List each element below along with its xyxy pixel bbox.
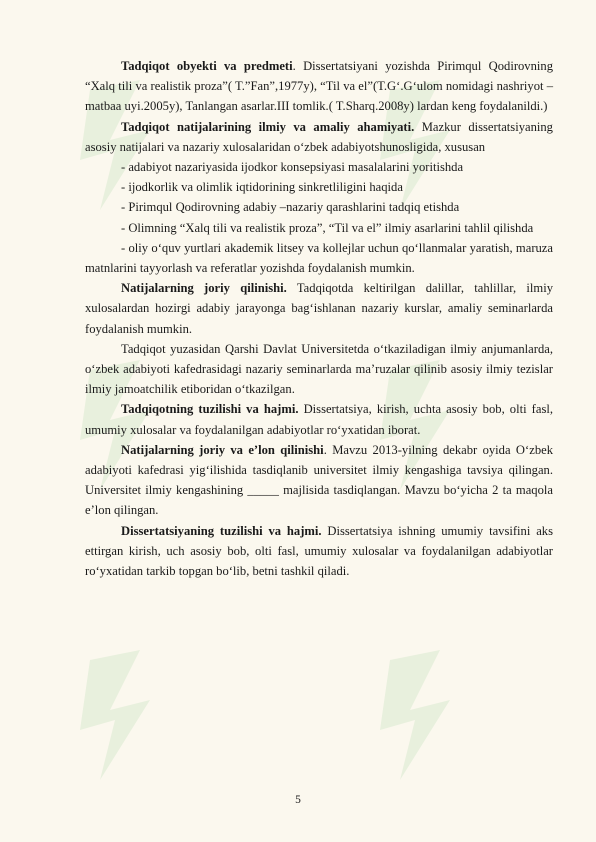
list-item (85, 177, 553, 197)
list-item-text: - Pirimqul Qodirovning adabiy –nazariy qarashlarini tadqiq etishda (121, 200, 460, 215)
list-item (85, 197, 553, 217)
paragraph-text: Mazkur dissertatsiyaning asosiy natijalari va nazariy xulosalaridan o‘zbek adabiyotshunosligida, xususan (85, 119, 553, 154)
paragraph-object-subject (85, 56, 553, 117)
paragraph-heading: Tadqiqotning tuzilishi va hajmi. (121, 402, 299, 417)
paragraph-text: . Dissertatsiyani yozishda Pirimqul Qodirovning “Xalq tili va realistik proza”( T.”Fan”,1977y), “Til va el”(T.G‘.G‘ulom nomidagi nashriyot –matbaa uyi.2005y), Tanlangan asarlar.III tomlik.( T.Sharq.2008y) lardan keng foydalanildi.) (85, 59, 553, 114)
paragraph-structure (85, 399, 553, 439)
list-item (85, 238, 553, 278)
watermark-logo-icon (370, 640, 490, 790)
paragraph-heading: Tadqiqot natijalarining ilmiy va amaliy ahamiyati. (121, 119, 415, 134)
paragraph-heading: Dissertatsiyaning tuzilishi va hajmi. (121, 523, 322, 538)
list-item (85, 218, 553, 238)
list-item-text: - ijodkorlik va olimlik iqtidorining sinkretliligini haqida (121, 180, 403, 195)
paragraph-text: Dissertatsiya, kirish, uchta asosiy bob, olti fasl, umumiy xulosalar va foydalanilgan adabiyotlar ro‘yxatidan iborat. (85, 402, 553, 437)
paragraph-heading: Tadqiqot obyekti va predmeti (121, 59, 293, 73)
list-item-text: - adabiyot nazariyasida ijodkor konsepsiyasi masalalarini yoritishda (121, 160, 464, 175)
page-number: 5 (295, 794, 301, 806)
paragraph-publication (85, 440, 553, 521)
list-item-text: - oliy o‘quv yurtlari akademik litsey va kollejlar uchun qo‘llanmalar yaratish, maruza matnlarini tayyorlash va referatlar yozishda foydalanish mumkin. (85, 240, 553, 276)
paragraph-conferences (85, 339, 553, 400)
paragraph-heading: Natijalarning joriy qilinishi. (121, 281, 287, 296)
paragraph-implementation (85, 278, 553, 339)
paragraph-text: Tadqiqot yuzasidan Qarshi Davlat Universitetda o‘tkaziladigan ilmiy anjumanlarda, o‘zbek adabiyoti kafedrasidagi nazariy seminarlarda ma’ruzalar qilinib asosiy ilmiy tezislar ilmiy jamoatchilik etiboridan o‘tkazilgan. (85, 341, 553, 397)
paragraph-dissertation-structure (85, 521, 553, 582)
watermark-logo-icon (70, 640, 190, 790)
document-body (85, 56, 553, 581)
paragraph-heading: Natijalarning joriy va e’lon qilinishi (121, 442, 324, 457)
paragraph-significance (85, 117, 553, 157)
paragraph-text: Dissertatsiya ishning umumiy tavsifini aks ettirgan kirish, uch asosiy bob, olti fasl, umumiy xulosalar va foydalanilgan adabiyotlar ro‘yxatidan tarkib topgan bo‘lib, betni tashkil qiladi. (85, 523, 553, 579)
list-item (85, 157, 553, 177)
paragraph-text: . Mavzu 2013-yilning dekabr oyida O‘zbek adabiyoti kafedrasi yig‘ilishida tasdiqlanib universitet ilmiy kengashiga tavsiya qilingan. Universitet ilmiy kengashining _____ majlisida tasdiqlangan. Mavzu bo‘yicha 2 ta maqola e’lon qilingan. (85, 442, 553, 518)
list-item-text: - Olimning “Xalq tili va realistik proza”, “Til va el” ilmiy asarlarini tahlil qilishda (121, 220, 534, 235)
paragraph-text: Tadqiqotda keltirilgan dalillar, tahlillar, ilmiy xulosalardan hozirgi adabiy jarayonga bag‘ishlanan nazariy kurslar, amaliy seminarlarda foydalanish mumkin. (85, 281, 553, 336)
